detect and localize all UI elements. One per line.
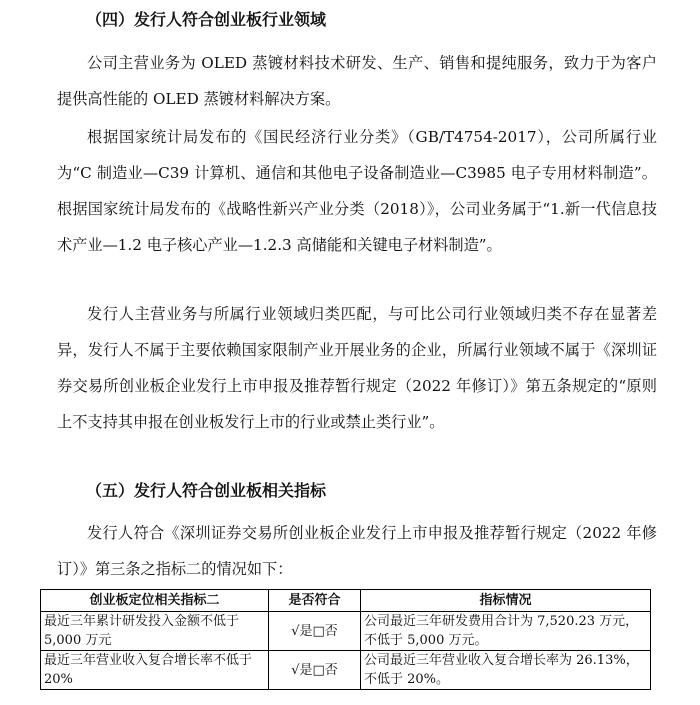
indicator-table [40, 589, 651, 690]
section-4-heading: （四）发行人符合创业板行业领域 [86, 10, 327, 29]
section-5-heading: （五）发行人符合创业板相关指标 [86, 481, 327, 500]
section-5-paragraph: 发行人符合《深圳证券交易所创业板企业发行上市申报及推荐暂行规定（2022 年修订）》第三条之指标二的情况如下： [57, 524, 657, 578]
table-row [41, 651, 651, 690]
section-4-paragraph-3: 发行人主营业务与所属行业领域归类匹配，与可比公司行业领域归类不存在显著差异，发行人不属于主要依赖国家限制产业开展业务的企业，所属行业领域不属于《深圳证券交易所创业板企业发行上市申报及推荐暂行规定（2022 年修订）》第五条规定的“原则上不支持其申报在创业板发行上市的行业或禁止类行业”。 [57, 305, 657, 431]
compliance-cell: √是□否 [269, 612, 361, 651]
header-status: 指标情况 [361, 590, 651, 612]
status-cell: 公司最近三年营业收入复合增长率为 26.13%，不低于 20%。 [361, 651, 651, 690]
compliance-cell: √是□否 [269, 651, 361, 690]
indicator-cell: 最近三年累计研发投入金额不低于 5,000 万元 [41, 612, 269, 651]
indicator-cell: 最近三年营业收入复合增长率不低于 20% [41, 651, 269, 690]
section-4-paragraph-2: 根据国家统计局发布的《国民经济行业分类》（GB/T4754-2017），公司所属行业为“C 制造业—C39 计算机、通信和其他电子设备制造业—C3985 电子专用材料制造”。根据国家统计局发布的《战略性新兴产业分类（2018）》，公司业务属于“1.新一代信息技术产业—1.2 电子核心产业—1.2.3 高储能和关键电子材料制造”。 [57, 128, 657, 254]
table-row [41, 612, 651, 651]
section-4-paragraph-1: 公司主营业务为 OLED 蒸镀材料技术研发、生产、销售和提纯服务，致力于为客户提供高性能的 OLED 蒸镀材料解决方案。 [57, 54, 657, 108]
table-header-row [41, 590, 651, 612]
status-cell: 公司最近三年研发费用合计为 7,520.23 万元，不低于 5,000 万元。 [361, 612, 651, 651]
header-indicator: 创业板定位相关指标二 [41, 590, 269, 612]
header-compliance: 是否符合 [269, 590, 361, 612]
